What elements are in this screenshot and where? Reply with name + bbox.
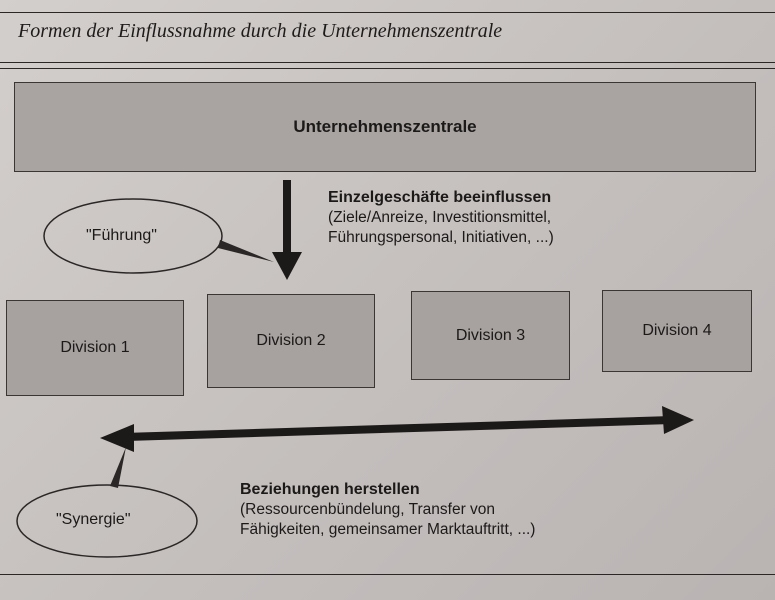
synergie-detail-line2: Fähigkeiten, gemeinsamer Marktauftritt, ...) bbox=[240, 521, 536, 538]
synergie-heading: Beziehungen herstellen bbox=[240, 481, 420, 498]
division-2-label: Division 2 bbox=[256, 332, 326, 349]
synergie-note bbox=[240, 480, 535, 540]
division-3-label: Division 3 bbox=[455, 326, 526, 344]
down-arrow-head bbox=[272, 252, 302, 280]
fuehrung-heading: Einzelgeschäfte beeinflussen bbox=[328, 189, 552, 206]
synergie-pointer bbox=[110, 447, 126, 488]
division-2-box bbox=[207, 294, 375, 388]
synergie-ellipse-label: "Synergie" bbox=[56, 511, 131, 528]
double-arrow-head-right bbox=[662, 406, 694, 434]
figure-caption: Formen der Einflussnahme durch die Unternehmenszentrale bbox=[18, 20, 503, 42]
bottom-rule bbox=[0, 574, 775, 575]
synergie-detail-line1: (Ressourcenbündelung, Transfer von bbox=[240, 501, 496, 518]
fuehrung-ellipse-label: "Führung" bbox=[86, 227, 157, 244]
fuehrung-detail-line1: (Ziele/Anreize, Investitionsmittel, bbox=[328, 209, 552, 226]
division-4-box bbox=[602, 290, 752, 372]
fuehrung-note bbox=[328, 188, 554, 248]
division-1-box bbox=[6, 300, 184, 396]
double-arrow-head-left bbox=[100, 424, 134, 452]
double-arrow-shaft bbox=[125, 420, 672, 437]
headquarters-label: Unternehmenszentrale bbox=[293, 117, 477, 136]
division-3-box bbox=[411, 291, 570, 380]
fuehrung-detail-line2: Führungspersonal, Initiativen, ...) bbox=[328, 229, 554, 246]
division-1-label: Division 1 bbox=[60, 339, 130, 356]
fuehrung-pointer bbox=[218, 240, 274, 262]
division-4-label: Division 4 bbox=[642, 322, 712, 339]
